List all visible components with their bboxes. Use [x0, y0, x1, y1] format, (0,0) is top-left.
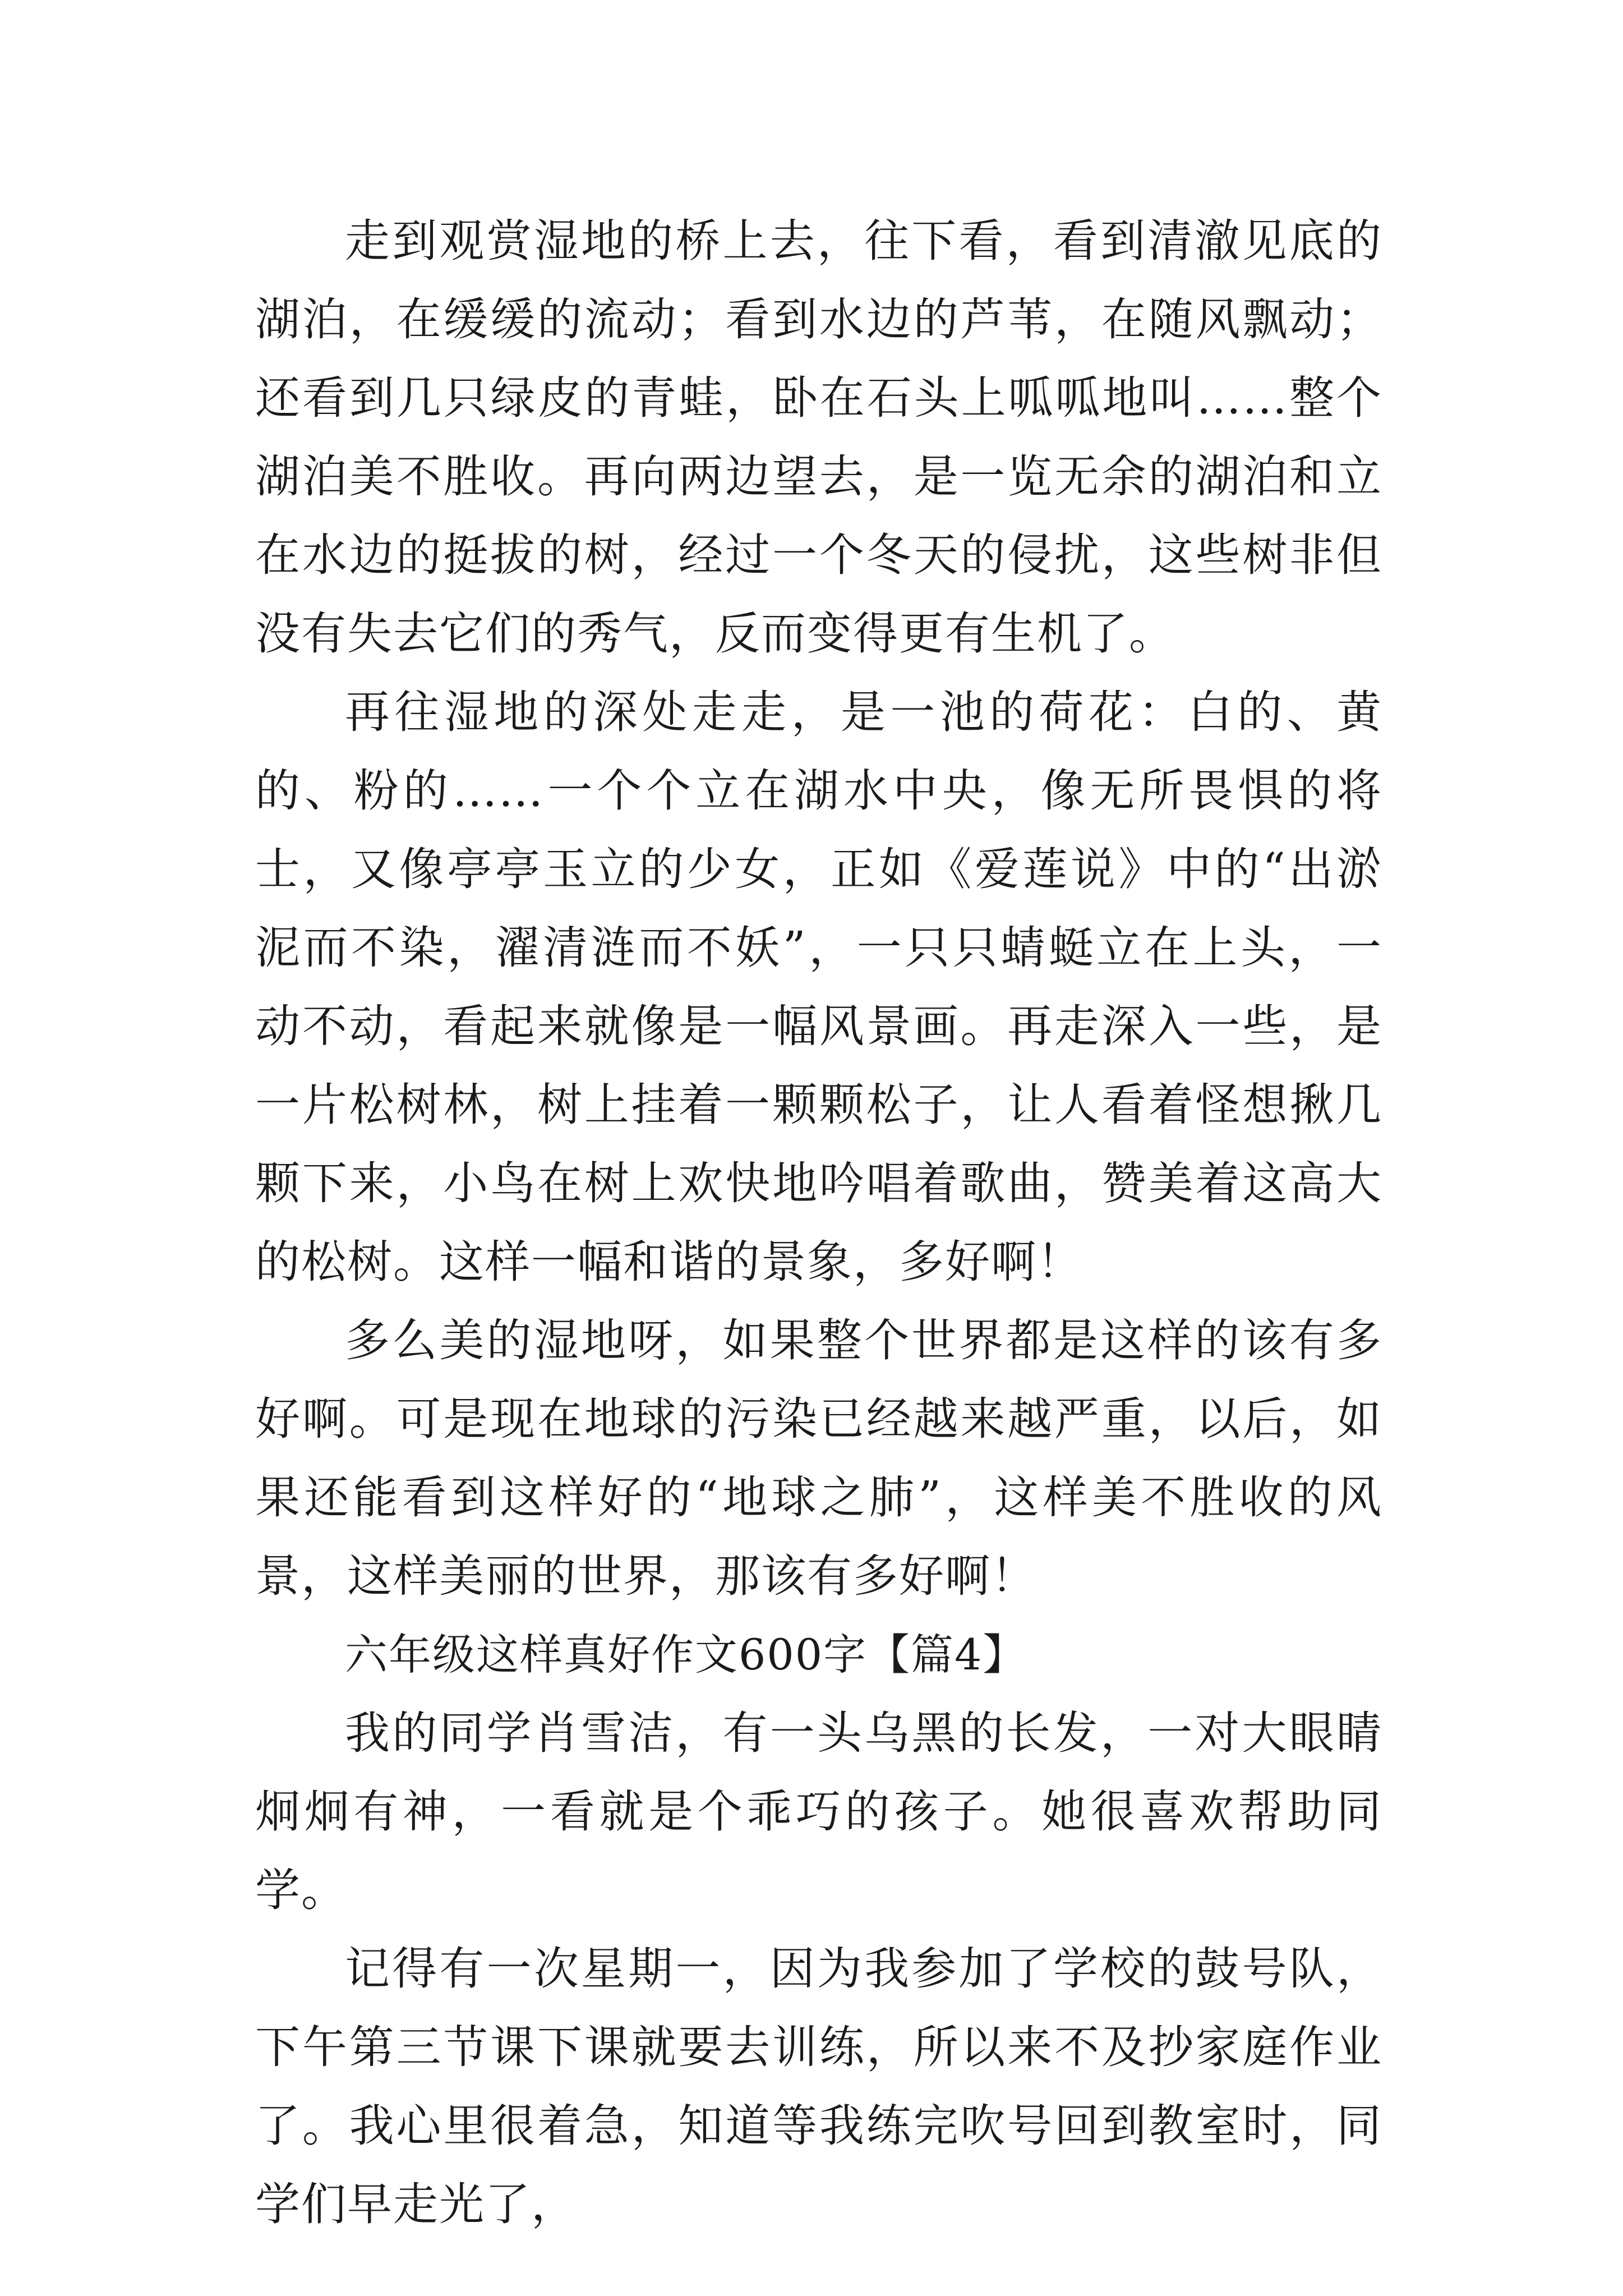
paragraph-classmate-intro: 我的同学肖雪洁，有一头乌黑的长发，一对大眼睛炯炯有神，一看就是个乖巧的孩子。她很喜欢帮助同学。 — [255, 1707, 1382, 1916]
paragraph-wetland-wish: 多么美的湿地呀，如果整个世界都是这样的该有多好啊。可是现在地球的污染已经越来越严重，以后，如果还能看到这样好的“地球之肺”，这样美不胜收的风景，这样美丽的世界，那该有多好啊！ — [255, 1314, 1382, 1602]
paragraph-bridge-view: 走到观赏湿地的桥上去，往下看，看到清澈见底的湖泊，在缓缓的流动；看到水边的芦苇，在随风飘动；还看到几只绿皮的青蛙，卧在石头上呱呱地叫……整个湖泊美不胜收。再向两边望去，是一览无余的湖泊和立在水边的挺拔的树，经过一个冬天的侵扰，这些树非但没有失去它们的秀气，反而变得更有生机了。 — [255, 215, 1382, 660]
paragraph-monday-story: 记得有一次星期一，因为我参加了学校的鼓号队，下午第三节课下课就要去训练，所以来不及抄家庭作业了。我心里很着急，知道等我练完吹号回到教室时，同学们早走光了， — [255, 1943, 1382, 2230]
document-body — [255, 202, 1382, 2244]
paragraph-lotus-pond: 再往湿地的深处走走，是一池的荷花：白的、黄的、粉的……一个个立在湖水中央，像无所畏惧的将士，又像亭亭玉立的少女，正如《爱莲说》中的“出淤泥而不染，濯清涟而不妖”，一只只蜻蜓立在上头，一动不动，看起来就像是一幅风景画。再走深入一些，是一片松树林，树上挂着一颗颗松子，让人看着怪想揪几颗下来，小鸟在树上欢快地吟唱着歌曲，赞美着这高大的松树。这样一幅和谐的景象，多好啊！ — [255, 686, 1382, 1288]
section-heading: 六年级这样真好作文600字【篇4】 — [345, 1630, 1027, 1680]
